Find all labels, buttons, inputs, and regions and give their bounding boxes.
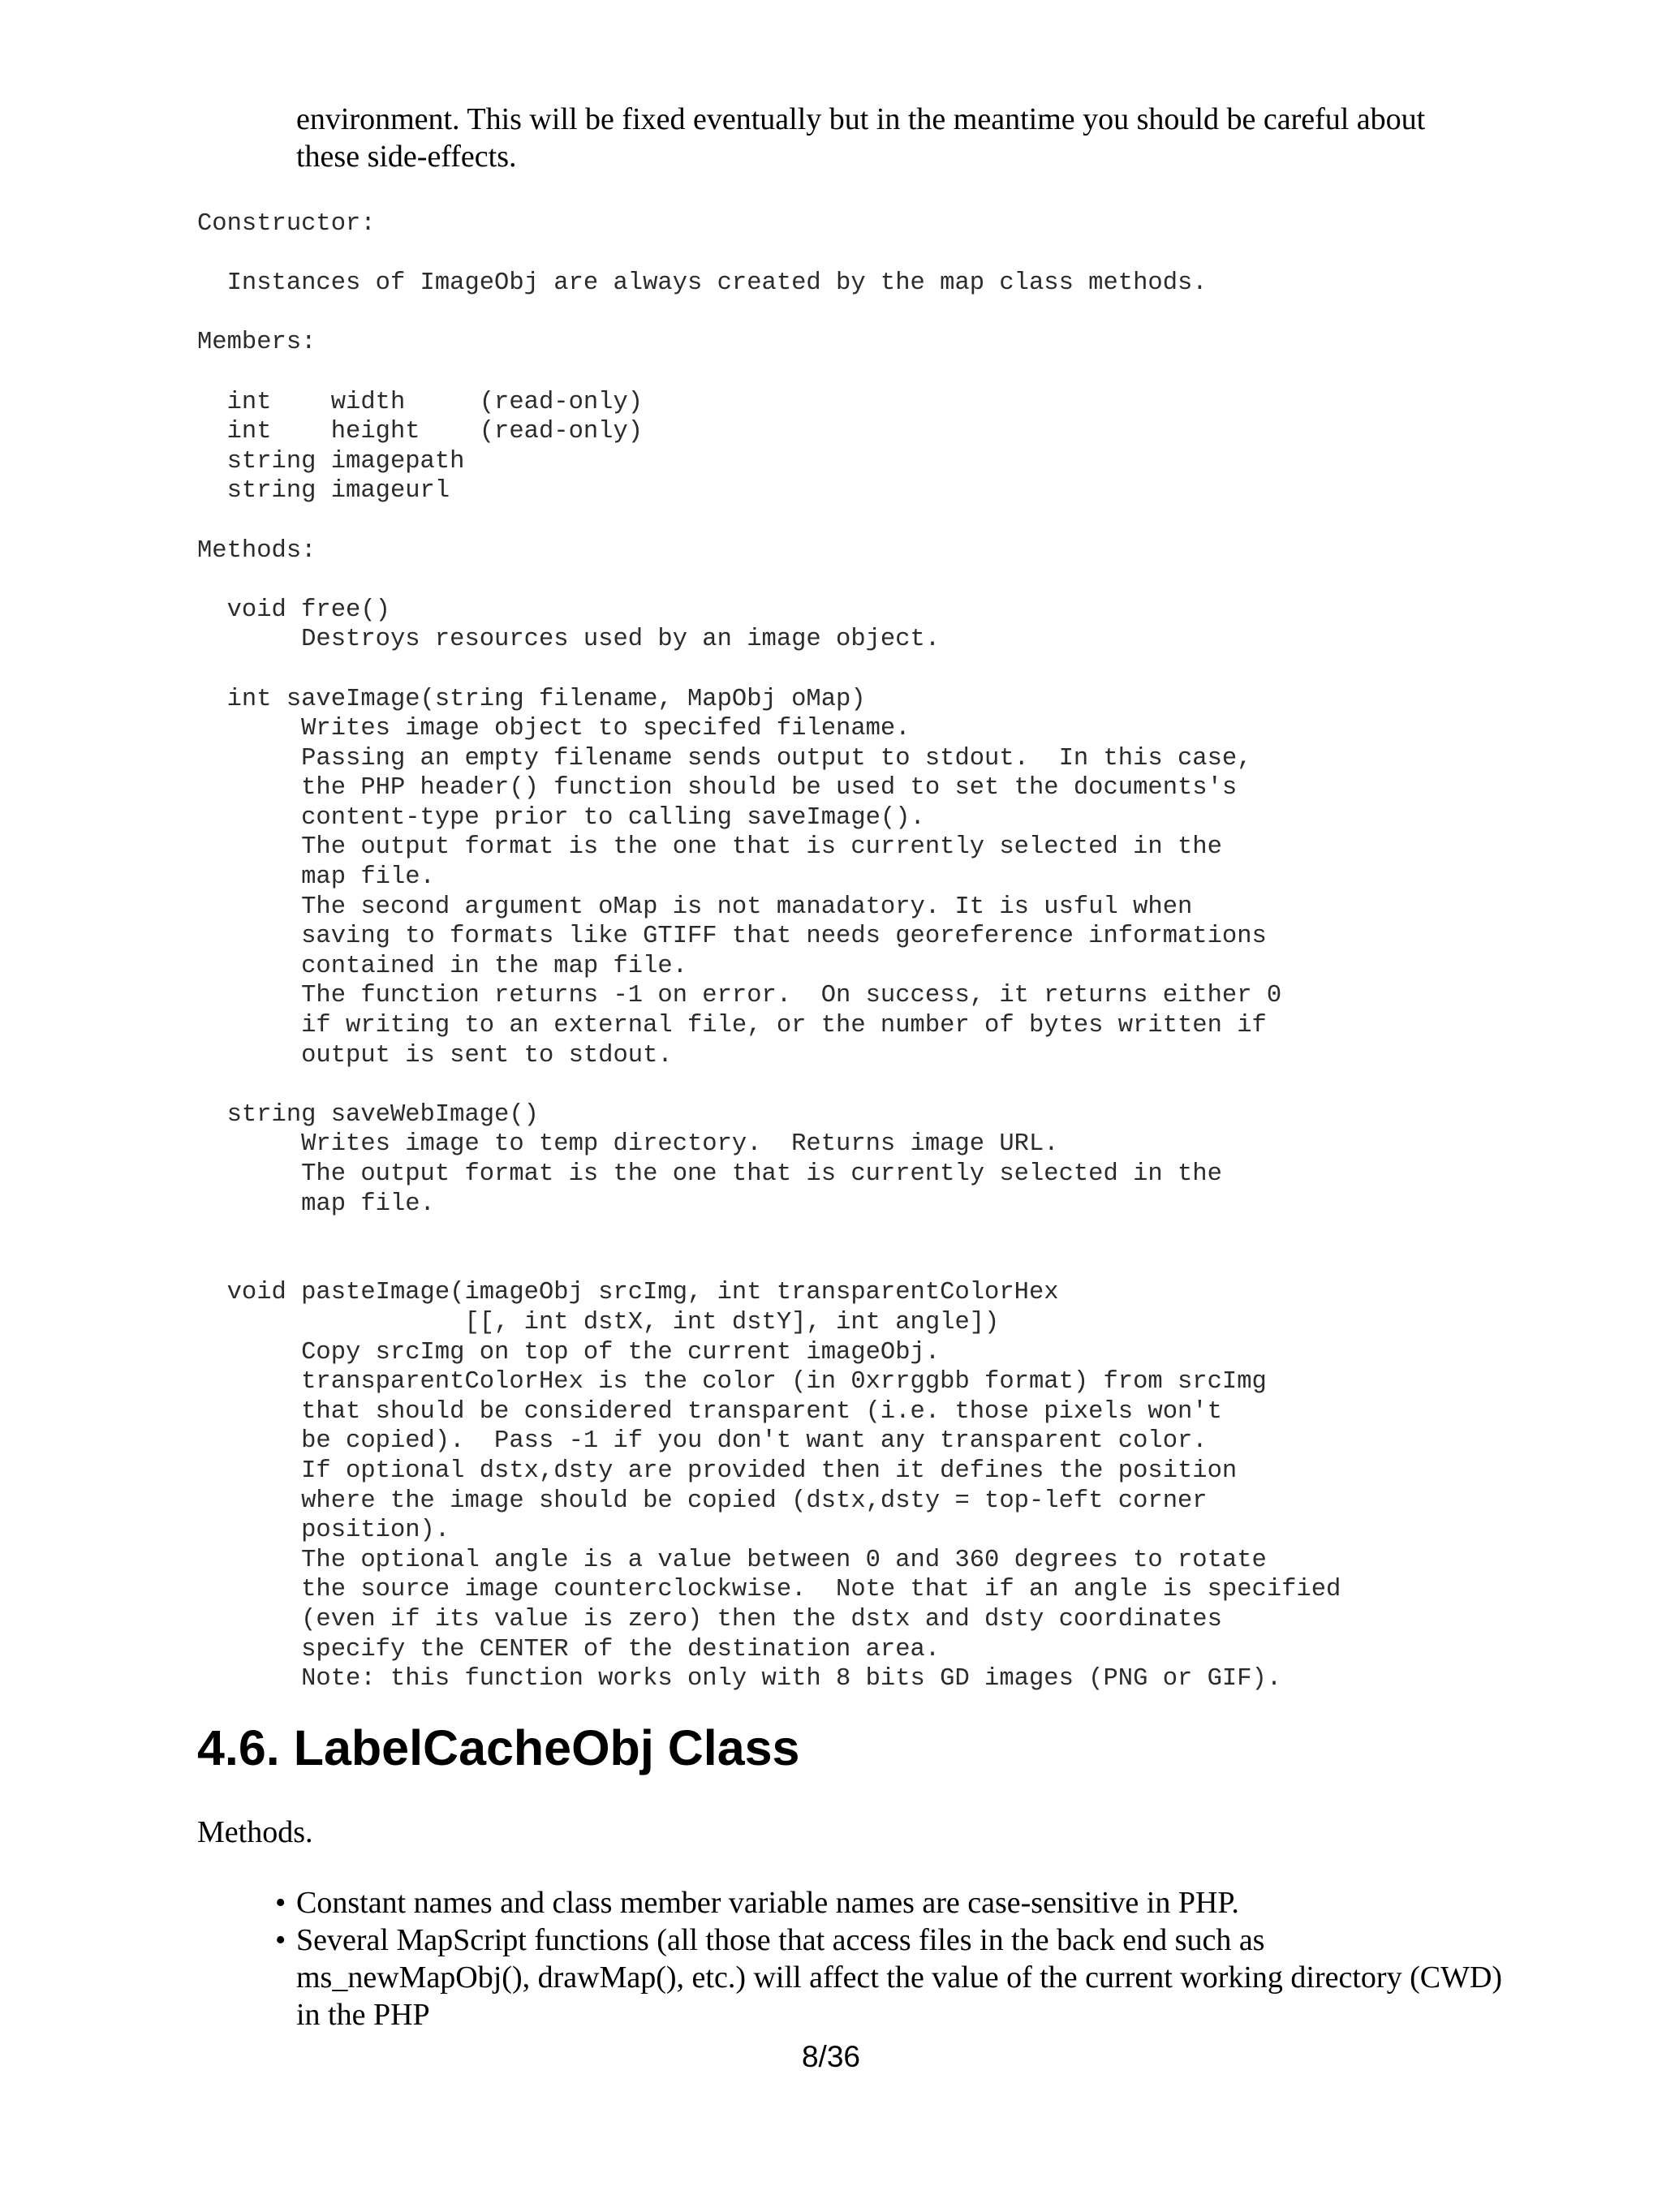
list-item-text: Several MapScript functions (all those that access files in the back end such as ms_newMapObj(), drawMap(), etc.) will affect the value of the current working directory (CWD) in the PHP xyxy=(296,1923,1503,2032)
list-item xyxy=(256,1922,1505,2033)
bullet-icon: • xyxy=(275,1923,286,1957)
code-line: int saveImage(string filename, MapObj oMap) xyxy=(197,685,866,713)
list-item xyxy=(256,1884,1505,1922)
code-line: The output format is the one that is currently selected in the xyxy=(197,833,1222,862)
code-line: The function returns -1 on error. On success, it returns either 0 xyxy=(197,982,1282,1010)
code-line: Instances of ImageObj are always created by the map class methods. xyxy=(197,269,1208,298)
code-block xyxy=(197,209,1341,1694)
code-line xyxy=(197,655,1341,685)
code-line: int height (read-only) xyxy=(197,418,644,446)
code-line: saving to formats like GTIFF that needs georeference informations xyxy=(197,923,1267,951)
code-line xyxy=(197,506,1341,536)
code-line: output is sent to stdout. xyxy=(197,1041,673,1069)
code-line xyxy=(197,358,1341,388)
code-line: The output format is the one that is currently selected in the xyxy=(197,1160,1222,1188)
code-line: contained in the map file. xyxy=(197,952,687,980)
code-line: position). xyxy=(197,1517,450,1545)
code-line: that should be considered transparent (i.e. those pixels won't xyxy=(197,1397,1222,1426)
code-line: if writing to an external file, or the number of bytes written if xyxy=(197,1012,1267,1040)
code-line: If optional dstx,dsty are provided then it defines the position xyxy=(197,1457,1238,1485)
code-line xyxy=(197,299,1341,329)
code-line: Copy srcImg on top of the current imageObj. xyxy=(197,1338,941,1366)
code-line: Members: xyxy=(197,329,316,357)
code-line: Note: this function works only with 8 bits GD images (PNG or GIF). xyxy=(197,1665,1282,1693)
code-line: string saveWebImage() xyxy=(197,1100,539,1129)
bullet-list xyxy=(256,1884,1505,2033)
code-line: Methods: xyxy=(197,536,316,565)
intro-paragraph: environment. This will be fixed eventually but in the meantime you should be careful about these side-effects. xyxy=(296,102,1426,174)
code-line: (even if its value is zero) then the dstx and dsty coordinates xyxy=(197,1605,1222,1633)
code-line: string imageurl xyxy=(197,477,450,506)
code-line xyxy=(197,1249,1341,1279)
code-line: Constructor: xyxy=(197,210,376,238)
page-number: 8/36 xyxy=(801,2040,860,2073)
code-line xyxy=(197,566,1341,596)
code-line: The second argument oMap is not manadatory. It is usful when xyxy=(197,893,1193,921)
code-line: Passing an empty filename sends output to stdout. In this case, xyxy=(197,744,1252,772)
code-line: Destroys resources used by an image object. xyxy=(197,626,941,654)
code-line: content-type prior to calling saveImage(). xyxy=(197,803,925,832)
code-line: where the image should be copied (dstx,dsty = top-left corner xyxy=(197,1487,1208,1515)
methods-label: Methods. xyxy=(197,1815,313,1849)
code-line: string imagepath xyxy=(197,447,465,476)
code-line: map file. xyxy=(197,1190,435,1218)
code-line: The optional angle is a value between 0 and 360 degrees to rotate xyxy=(197,1546,1267,1574)
code-line: Writes image object to specifed filename. xyxy=(197,715,911,743)
code-line: void free() xyxy=(197,596,390,624)
code-line: specify the CENTER of the destination area. xyxy=(197,1635,941,1663)
code-line: void pasteImage(imageObj srcImg, int transparentColorHex xyxy=(197,1279,1059,1307)
code-line: be copied). Pass -1 if you don't want any transparent color. xyxy=(197,1427,1208,1456)
code-line: map file. xyxy=(197,863,435,892)
code-line: int width (read-only) xyxy=(197,388,644,416)
code-line: Writes image to temp directory. Returns image URL. xyxy=(197,1130,1059,1159)
code-line: the source image counterclockwise. Note that if an angle is specified xyxy=(197,1576,1341,1604)
code-line xyxy=(197,1219,1341,1249)
code-line: transparentColorHex is the color (in 0xrrggbb format) from srcImg xyxy=(197,1368,1267,1396)
code-line: [[, int dstX, int dstY], int angle]) xyxy=(197,1308,1000,1336)
bullet-icon: • xyxy=(275,1886,286,1920)
section-heading: 4.6. LabelCacheObj Class xyxy=(197,1720,800,1775)
list-item-text: Constant names and class member variable names are case-sensitive in PHP. xyxy=(296,1886,1239,1920)
code-line xyxy=(197,1070,1341,1100)
code-line xyxy=(197,239,1341,269)
code-line: the PHP header() function should be used to set the documents's xyxy=(197,774,1238,803)
